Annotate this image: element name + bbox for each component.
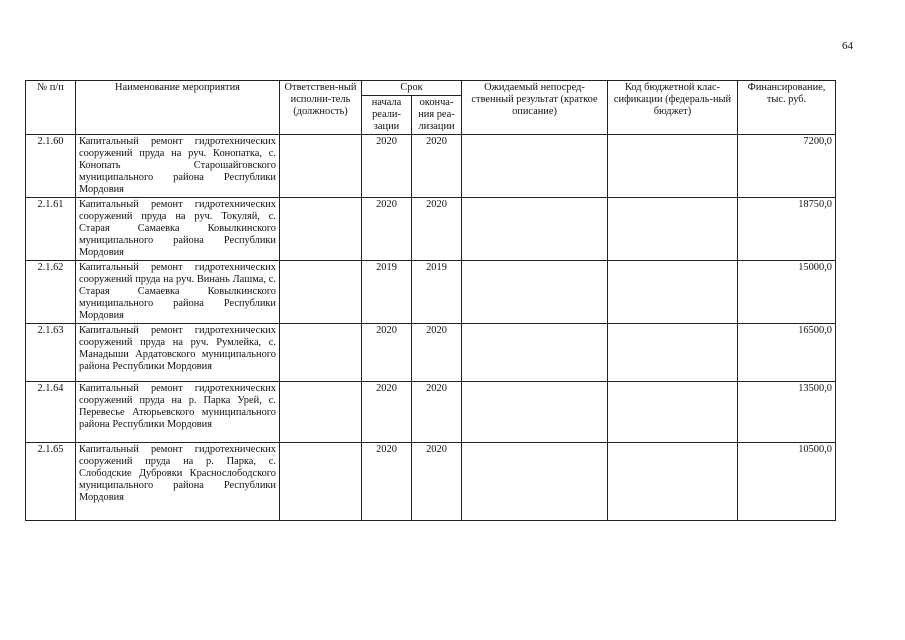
table-row: [26, 324, 836, 382]
row-name: Капитальный ремонт гидротехнических сооружений пруда на руч. Румлейка, с. Манадыши Ардатовского муниципального района Республики Мордовия: [76, 324, 280, 382]
row-financing: 18750,0: [738, 198, 836, 261]
row-code: [608, 324, 738, 382]
row-code: [608, 443, 738, 521]
row-responsible: [280, 261, 362, 324]
header-start: начала реали-зации: [362, 96, 412, 135]
row-name: Капитальный ремонт гидротехнических сооружений пруда на руч. Токуляй, с. Старая Самаевка Ковылкинского муниципального района Республики Мордовия: [76, 198, 280, 261]
row-financing: 15000,0: [738, 261, 836, 324]
row-num: 2.1.61: [26, 198, 76, 261]
row-responsible: [280, 198, 362, 261]
row-end: 2019: [412, 261, 462, 324]
row-result: [462, 443, 608, 521]
row-start: 2020: [362, 382, 412, 443]
row-num: 2.1.64: [26, 382, 76, 443]
header-term: Срок: [362, 81, 462, 96]
row-responsible: [280, 443, 362, 521]
row-code: [608, 198, 738, 261]
row-end: 2020: [412, 443, 462, 521]
row-end: 2020: [412, 382, 462, 443]
row-name: Капитальный ремонт гидротехнических сооружений пруда на р. Парка Урей, с. Перевесье Атюрьевского муниципального района Республики Мордовия: [76, 382, 280, 443]
row-start: 2019: [362, 261, 412, 324]
header-code: Код бюджетной клас-сификации (федераль-ный бюджет): [608, 81, 738, 135]
row-financing: 10500,0: [738, 443, 836, 521]
row-result: [462, 261, 608, 324]
row-num: 2.1.62: [26, 261, 76, 324]
row-start: 2020: [362, 198, 412, 261]
row-responsible: [280, 135, 362, 198]
row-code: [608, 382, 738, 443]
header-row: [26, 81, 836, 96]
row-code: [608, 261, 738, 324]
row-start: 2020: [362, 443, 412, 521]
row-name: Капитальный ремонт гидротехнических сооружений пруда на руч. Винань Лашма, с. Старая Самаевка Ковылкинского муниципального района Республики Мордовия: [76, 261, 280, 324]
plan-table: [25, 80, 836, 521]
row-financing: 13500,0: [738, 382, 836, 443]
row-start: 2020: [362, 135, 412, 198]
row-result: [462, 382, 608, 443]
row-num: 2.1.65: [26, 443, 76, 521]
row-end: 2020: [412, 135, 462, 198]
header-result: Ожидаемый непосред-ственный результат (краткое описание): [462, 81, 608, 135]
header-responsible: Ответствен-ный исполни-тель (должность): [280, 81, 362, 135]
row-end: 2020: [412, 324, 462, 382]
row-result: [462, 135, 608, 198]
table-row: [26, 443, 836, 521]
row-num: 2.1.60: [26, 135, 76, 198]
row-name: Капитальный ремонт гидротехнических сооружений пруда на руч. Конопатка, с. Конопать Старошайговского муниципального района Республики Мордовия: [76, 135, 280, 198]
row-financing: 16500,0: [738, 324, 836, 382]
row-num: 2.1.63: [26, 324, 76, 382]
table-row: [26, 135, 836, 198]
page-number: 64: [842, 40, 853, 52]
row-code: [608, 135, 738, 198]
header-financing: Финансирование, тыс. руб.: [738, 81, 836, 135]
row-responsible: [280, 382, 362, 443]
table-row: [26, 382, 836, 443]
header-name: Наименование мероприятия: [76, 81, 280, 135]
table-row: [26, 198, 836, 261]
row-end: 2020: [412, 198, 462, 261]
row-financing: 7200,0: [738, 135, 836, 198]
row-responsible: [280, 324, 362, 382]
header-num: № п/п: [26, 81, 76, 135]
row-result: [462, 198, 608, 261]
row-result: [462, 324, 608, 382]
row-name: Капитальный ремонт гидротехнических сооружений пруда на р. Парка, с. Слободские Дубровки Краснослободского муниципального района Республики Мордовия: [76, 443, 280, 521]
header-end: оконча-ния реа-лизации: [412, 96, 462, 135]
row-start: 2020: [362, 324, 412, 382]
table-row: [26, 261, 836, 324]
